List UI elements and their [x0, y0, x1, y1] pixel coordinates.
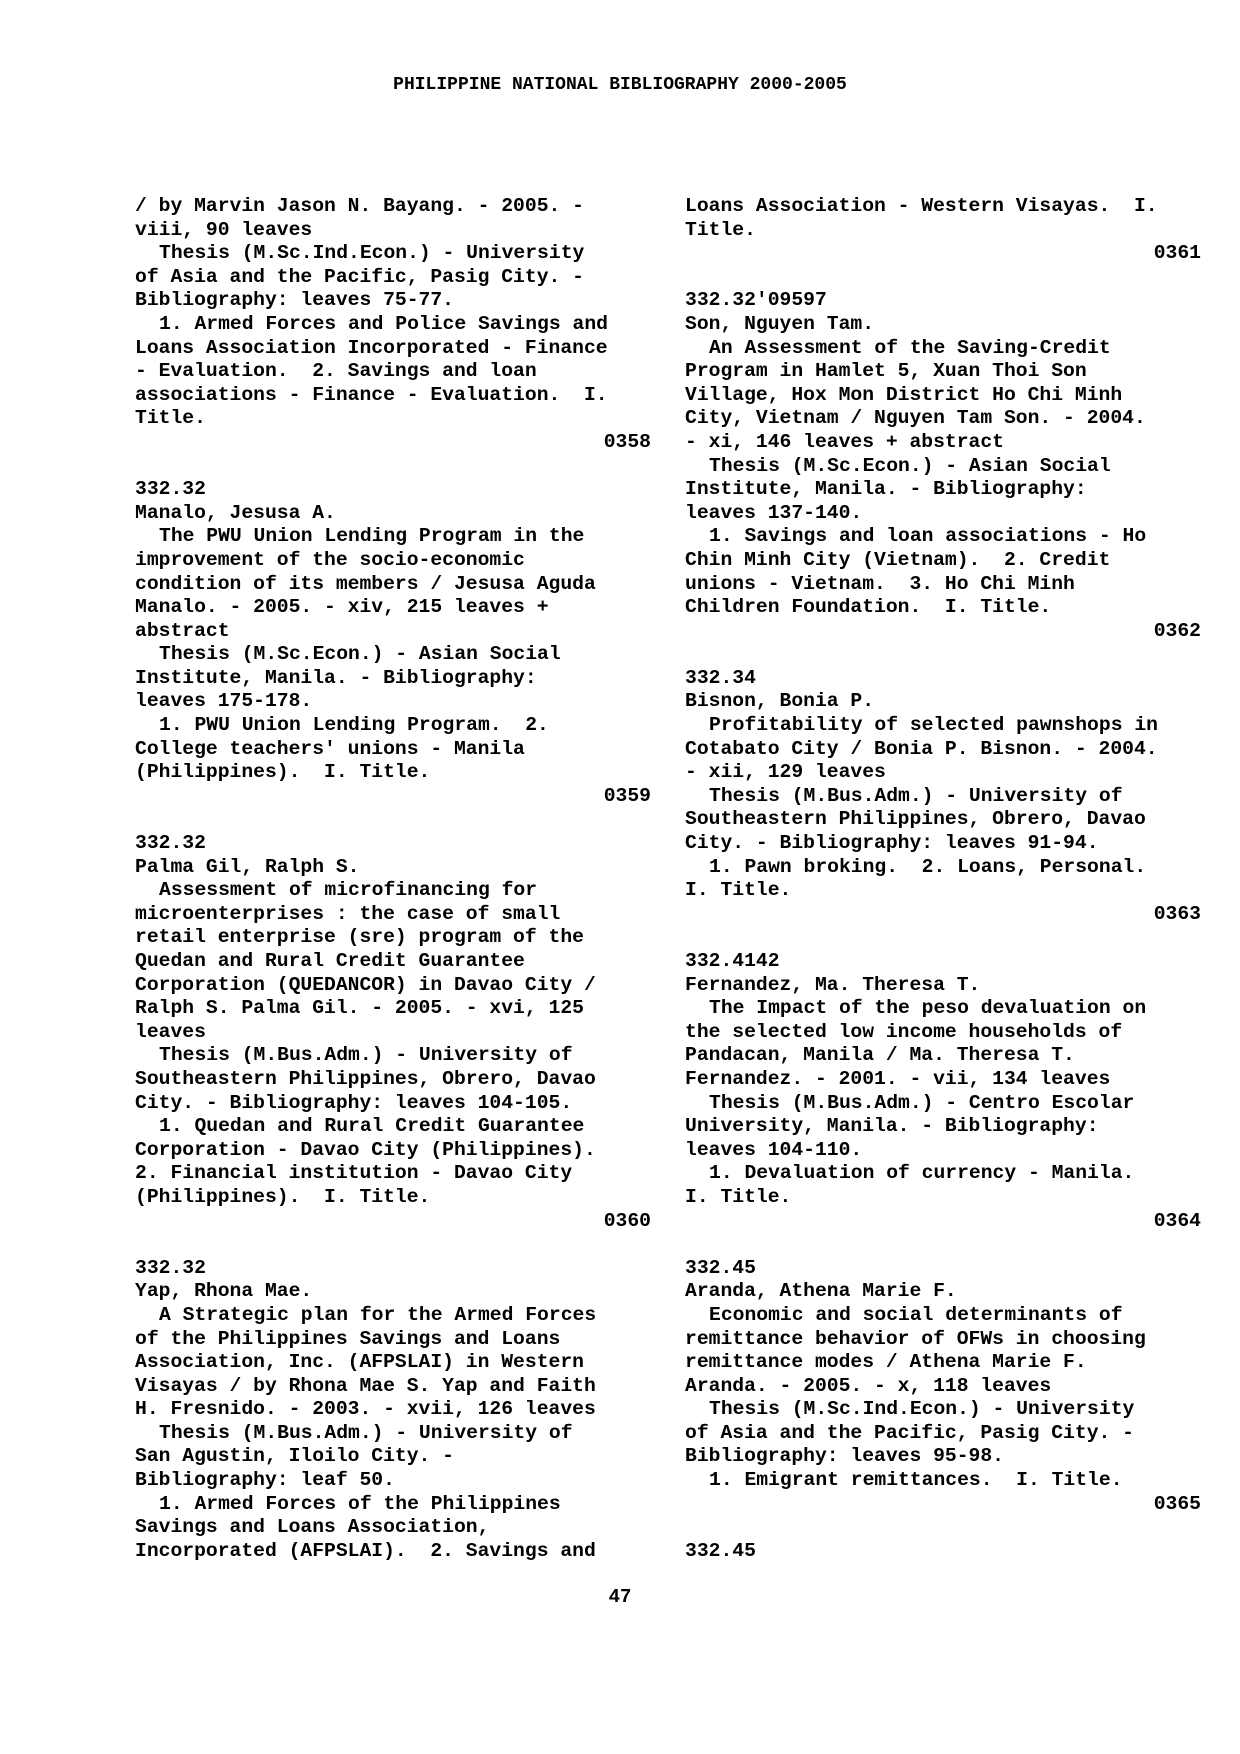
record-line: of Asia and the Pacific, Pasig City. - — [135, 265, 584, 288]
record-line: Visayas / by Rhona Mae S. Yap and Faith — [135, 1374, 596, 1397]
author-heading: Yap, Rhona Mae. — [135, 1280, 313, 1303]
record-line: Thesis (M.Bus.Adm.) - Centro Escolar — [709, 1091, 1135, 1114]
author-heading: Bisnon, Bonia P. — [685, 690, 875, 713]
record-line: 1. Quedan and Rural Credit Guarantee — [159, 1115, 585, 1138]
record-line: Program in Hamlet 5, Xuan Thoi Son — [685, 360, 1087, 383]
record-line: / by Marvin Jason N. Bayang. - 2005. - — [135, 195, 584, 217]
record-line: associations - Finance - Evaluation. I. — [135, 383, 608, 406]
record-line: Southeastern Philippines, Obrero, Davao — [685, 808, 1146, 831]
record-line: Corporation - Davao City (Philippines). — [135, 1138, 596, 1161]
record-line: Thesis (M.Sc.Econ.) - Asian Social — [709, 454, 1111, 477]
record-line: the selected low income households of — [685, 1020, 1123, 1043]
left-column — [135, 195, 651, 1563]
record-line: of the Philippines Savings and Loans — [135, 1327, 561, 1350]
record-line: Children Foundation. I. Title. — [685, 596, 1052, 619]
record-line: The Impact of the peso devaluation on — [709, 997, 1147, 1020]
record-line: of Asia and the Pacific, Pasig City. - — [685, 1421, 1134, 1444]
record-line: Loans Association - Western Visayas. I. — [685, 195, 1158, 217]
record-line: 1. Pawn broking. 2. Loans, Personal. — [709, 855, 1147, 878]
record-line: abstract — [135, 619, 230, 642]
record-line: Assessment of microfinancing for — [159, 879, 538, 902]
record-line: Association, Inc. (AFPSLAI) in Western — [135, 1351, 584, 1374]
record-number: 0363 — [1153, 902, 1201, 925]
call-number: 332.34 — [685, 666, 756, 689]
record-line: - xi, 146 leaves + abstract — [685, 430, 1004, 453]
record-line: Ralph S. Palma Gil. - 2005. - xvi, 125 — [135, 997, 584, 1020]
record-line: leaves 137-140. — [685, 501, 863, 524]
record-next — [685, 1540, 1201, 1564]
author-heading: Fernandez, Ma. Theresa T. — [685, 973, 981, 996]
record-0362 — [685, 289, 1201, 643]
record-line: (Philippines). I. Title. — [135, 1185, 431, 1208]
author-heading: Manalo, Jesusa A. — [135, 501, 336, 524]
record-line: remittance modes / Athena Marie F. — [685, 1351, 1087, 1374]
record-line: I. Title. — [685, 879, 792, 902]
page-number: 47 — [608, 1586, 632, 1608]
record-line: Bibliography: leaf 50. — [135, 1469, 395, 1492]
record-line: Bibliography: leaves 75-77. — [135, 289, 454, 312]
record-line: City. - Bibliography: leaves 91-94. — [685, 832, 1099, 855]
call-number: 332.32 — [135, 832, 206, 855]
record-line: Thesis (M.Sc.Ind.Econ.) - University — [159, 242, 585, 265]
record-line: - Evaluation. 2. Savings and loan — [135, 360, 537, 383]
record-line: Cotabato City / Bonia P. Bisnon. - 2004. — [685, 737, 1158, 760]
record-line: Corporation (QUEDANCOR) in Davao City / — [135, 973, 596, 996]
author-heading: Aranda, Athena Marie F. — [685, 1280, 957, 1303]
record-line: retail enterprise (sre) program of the — [135, 926, 584, 949]
right-column — [685, 195, 1201, 1563]
record-0364 — [685, 950, 1201, 1233]
record-line: Profitability of selected pawnshops in — [709, 714, 1158, 737]
record-line: unions - Vietnam. 3. Ho Chi Minh — [685, 572, 1075, 595]
record-number: 0361 — [1153, 242, 1201, 265]
record-line: remittance behavior of OFWs in choosing — [685, 1327, 1146, 1350]
record-0358 — [135, 195, 651, 455]
record-line: condition of its members / Jesusa Aguda — [135, 572, 596, 595]
record-line: Thesis (M.Bus.Adm.) - University of — [159, 1044, 573, 1067]
record-line: San Agustin, Iloilo City. - — [135, 1445, 454, 1468]
record-line: leaves — [135, 1020, 206, 1043]
record-line: Chin Minh City (Vietnam). 2. Credit — [685, 548, 1111, 571]
record-line: Thesis (M.Sc.Econ.) - Asian Social — [159, 643, 561, 666]
record-line: leaves 104-110. — [685, 1138, 863, 1161]
record-number: 0365 — [1153, 1492, 1201, 1515]
record-number: 0364 — [1153, 1209, 1201, 1232]
record-line: viii, 90 leaves — [135, 218, 313, 241]
record-line: 1. Devaluation of currency - Manila. — [709, 1162, 1135, 1185]
record-line: 1. Armed Forces of the Philippines — [159, 1492, 561, 1515]
record-line: Southeastern Philippines, Obrero, Davao — [135, 1067, 596, 1090]
record-line: leaves 175-178. — [135, 690, 313, 713]
record-line: Village, Hox Mon District Ho Chi Minh — [685, 383, 1123, 406]
record-line: Title. — [135, 407, 206, 430]
record-line: (Philippines). I. Title. — [135, 761, 431, 784]
record-line: Institute, Manila. - Bibliography: — [685, 478, 1087, 501]
record-line: Thesis (M.Sc.Ind.Econ.) - University — [709, 1398, 1135, 1421]
record-line: Title. — [685, 218, 756, 241]
record-line: University, Manila. - Bibliography: — [685, 1115, 1099, 1138]
call-number: 332.45 — [685, 1256, 756, 1279]
call-number: 332.45 — [685, 1539, 756, 1562]
record-0363 — [685, 667, 1201, 927]
record-line: improvement of the socio-economic — [135, 548, 525, 571]
record-line: The PWU Union Lending Program in the — [159, 525, 585, 548]
record-line: H. Fresnido. - 2003. - xvii, 126 leaves — [135, 1398, 596, 1421]
record-line: Manalo. - 2005. - xiv, 215 leaves + — [135, 596, 549, 619]
record-line: Aranda. - 2005. - x, 118 leaves — [685, 1374, 1052, 1397]
record-line: Loans Association Incorporated - Finance — [135, 336, 608, 359]
running-title: PHILIPPINE NATIONAL BIBLIOGRAPHY 2000-2005 — [393, 75, 847, 95]
record-line: I. Title. — [685, 1185, 792, 1208]
record-line: A Strategic plan for the Armed Forces — [159, 1303, 597, 1326]
record-line: Thesis (M.Bus.Adm.) - University of — [709, 784, 1123, 807]
record-line: Fernandez. - 2001. - vii, 134 leaves — [685, 1067, 1111, 1090]
record-line: City, Vietnam / Nguyen Tam Son. - 2004. — [685, 407, 1146, 430]
record-0360 — [135, 832, 651, 1233]
record-line: 1. PWU Union Lending Program. 2. — [159, 714, 549, 737]
call-number: 332.32 — [135, 478, 206, 501]
record-line: - xii, 129 leaves — [685, 761, 886, 784]
call-number: 332.32'09597 — [685, 289, 827, 312]
record-line: Quedan and Rural Credit Guarantee — [135, 950, 525, 972]
record-line: microenterprises : the case of small — [135, 902, 561, 925]
call-number: 332.32 — [135, 1256, 206, 1279]
record-line: City. - Bibliography: leaves 104-105. — [135, 1091, 573, 1114]
record-0361-continued — [685, 195, 1201, 266]
record-line: 2. Financial institution - Davao City — [135, 1162, 573, 1185]
call-number: 332.4142 — [685, 950, 780, 972]
record-line: College teachers' unions - Manila — [135, 737, 525, 760]
record-line: Savings and Loans Association, — [135, 1516, 490, 1539]
record-line: Pandacan, Manila / Ma. Theresa T. — [685, 1044, 1075, 1067]
record-0361 — [135, 1257, 651, 1564]
author-heading: Palma Gil, Ralph S. — [135, 855, 360, 878]
record-number: 0358 — [603, 430, 651, 453]
record-line: 1. Armed Forces and Police Savings and — [159, 312, 608, 335]
record-number: 0360 — [603, 1209, 651, 1232]
record-0359 — [135, 478, 651, 808]
record-0365 — [685, 1257, 1201, 1517]
record-line: Bibliography: leaves 95-98. — [685, 1445, 1004, 1468]
record-line: Incorporated (AFPSLAI). 2. Savings and — [135, 1539, 596, 1562]
author-heading: Son, Nguyen Tam. — [685, 312, 875, 335]
record-line: Economic and social determinants of — [709, 1303, 1123, 1326]
record-line: 1. Savings and loan associations - Ho — [709, 525, 1147, 548]
record-number: 0362 — [1153, 619, 1201, 642]
record-line: Thesis (M.Bus.Adm.) - University of — [159, 1421, 573, 1444]
record-line: Institute, Manila. - Bibliography: — [135, 666, 537, 689]
record-line: An Assessment of the Saving-Credit — [709, 336, 1111, 359]
record-number: 0359 — [603, 784, 651, 807]
record-line: 1. Emigrant remittances. I. Title. — [709, 1469, 1123, 1492]
